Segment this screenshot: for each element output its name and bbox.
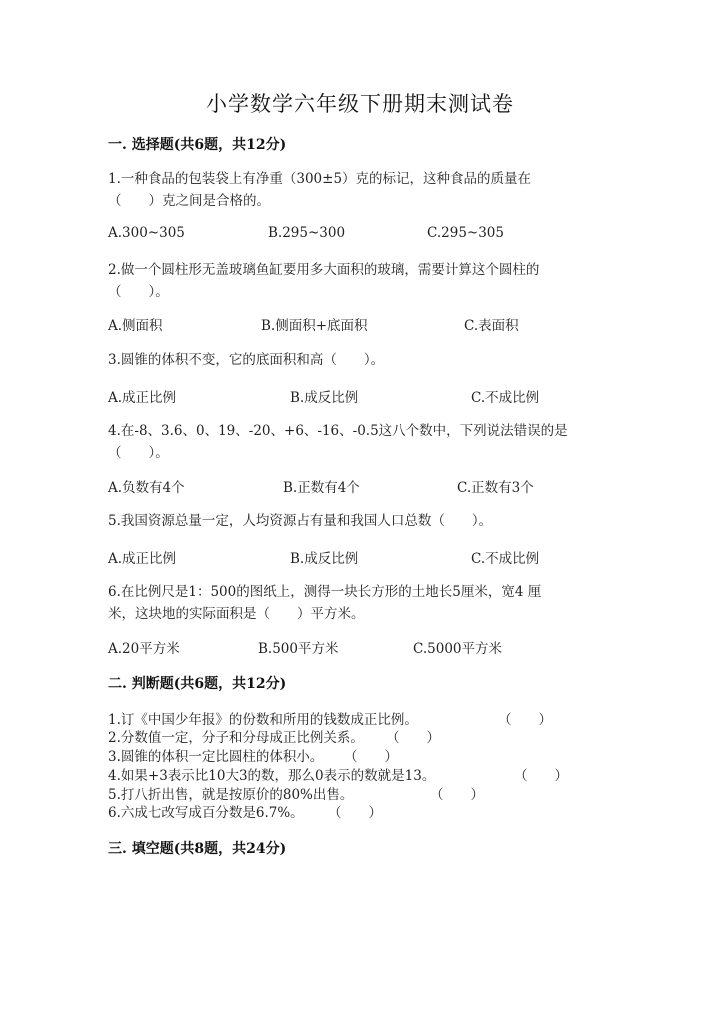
judge-4-answer-blank[interactable]: （ ） bbox=[514, 768, 568, 784]
judge-6-answer-blank[interactable]: （ ） bbox=[328, 805, 382, 821]
choice-2-option-c[interactable]: C.表面积 bbox=[464, 318, 519, 334]
choice-5-option-a[interactable]: A.成正比例 bbox=[108, 551, 177, 567]
choice-4-option-c[interactable]: C.正数有3个 bbox=[457, 480, 534, 496]
judge-question-2: 2.分数值一定，分子和分母成正比例关系。 bbox=[108, 730, 364, 746]
question-text: 3.圆锥的体积不变，它的底面积和高（ ）。 bbox=[108, 352, 385, 368]
question-text: 2.做一个圆柱形无盖玻璃鱼缸要用多大面积的玻璃，需要计算这个圆柱的 bbox=[108, 262, 540, 278]
choice-question-2 bbox=[108, 259, 598, 303]
choice-5-option-b[interactable]: B.成反比例 bbox=[290, 551, 359, 567]
choice-1-option-a[interactable]: A.300~305 bbox=[108, 225, 185, 241]
question-text: 5.我国资源总量一定，人均资源占有量和我国人口总数（ ）。 bbox=[108, 513, 493, 529]
choice-question-3 bbox=[108, 349, 598, 371]
section-heading-judge: 二. 判断题(共6题，共12分) bbox=[108, 676, 287, 692]
judge-question-1: 1.订《中国少年报》的份数和所用的钱数成正比例。 bbox=[108, 712, 418, 728]
question-text: 6.在比例尺是1：500的图纸上，测得一块长方形的土地长5厘米，宽4 厘 bbox=[108, 584, 542, 600]
judge-question-4: 4.如果+3表示比10大3的数，那么0表示的数就是13。 bbox=[108, 768, 436, 784]
choice-question-4 bbox=[108, 420, 598, 464]
judge-question-3: 3.圆锥的体积一定比圆柱的体积小。 bbox=[108, 749, 324, 765]
choice-6-option-b[interactable]: B.500平方米 bbox=[258, 641, 339, 657]
section-heading-choice: 一. 选择题(共6题，共12分) bbox=[108, 137, 287, 153]
judge-question-5: 5.打八折出售，就是按原价的80%出售。 bbox=[108, 787, 354, 803]
judge-5-answer-blank[interactable]: （ ） bbox=[430, 787, 484, 803]
choice-question-6 bbox=[108, 581, 598, 625]
choice-3-option-b[interactable]: B.成反比例 bbox=[290, 390, 359, 406]
page-title: 小学数学六年级下册期末测试卷 bbox=[206, 92, 514, 116]
question-text-cont: （ ）。 bbox=[108, 445, 169, 461]
section-heading-fill: 三. 填空题(共8题，共24分) bbox=[108, 841, 287, 857]
choice-2-option-a[interactable]: A.侧面积 bbox=[108, 318, 163, 334]
question-text: 4.在-8、3.6、0、19、-20、+6、-16、-0.5这八个数中，下列说法错误的是 bbox=[108, 423, 568, 439]
question-text-cont: （ ）克之间是合格的。 bbox=[108, 193, 270, 209]
choice-3-option-a[interactable]: A.成正比例 bbox=[108, 390, 177, 406]
judge-1-answer-blank[interactable]: （ ） bbox=[498, 712, 552, 728]
judge-2-answer-blank[interactable]: （ ） bbox=[386, 730, 440, 746]
choice-2-option-b[interactable]: B.侧面积+底面积 bbox=[261, 318, 368, 334]
choice-3-option-c[interactable]: C.不成比例 bbox=[471, 390, 540, 406]
choice-5-option-c[interactable]: C.不成比例 bbox=[471, 551, 540, 567]
question-text-cont: 米，这块地的实际面积是（ ）平方米。 bbox=[108, 606, 365, 622]
choice-6-option-a[interactable]: A.20平方米 bbox=[108, 641, 180, 657]
choice-question-5 bbox=[108, 510, 598, 532]
choice-6-option-c[interactable]: C.5000平方米 bbox=[413, 641, 502, 657]
question-text: 1.一种食品的包装袋上有净重（300±5）克的标记，这种食品的质量在 bbox=[108, 171, 532, 187]
choice-4-option-a[interactable]: A.负数有4个 bbox=[108, 480, 185, 496]
judge-question-6: 6.六成七改写成百分数是6.7%。 bbox=[108, 805, 304, 821]
choice-4-option-b[interactable]: B.正数有4个 bbox=[283, 480, 360, 496]
choice-1-option-b[interactable]: B.295~300 bbox=[268, 225, 346, 241]
choice-question-1 bbox=[108, 168, 598, 212]
judge-3-answer-blank[interactable]: （ ） bbox=[344, 749, 398, 765]
choice-1-option-c[interactable]: C.295~305 bbox=[427, 225, 504, 241]
question-text-cont: （ ）。 bbox=[108, 284, 169, 300]
